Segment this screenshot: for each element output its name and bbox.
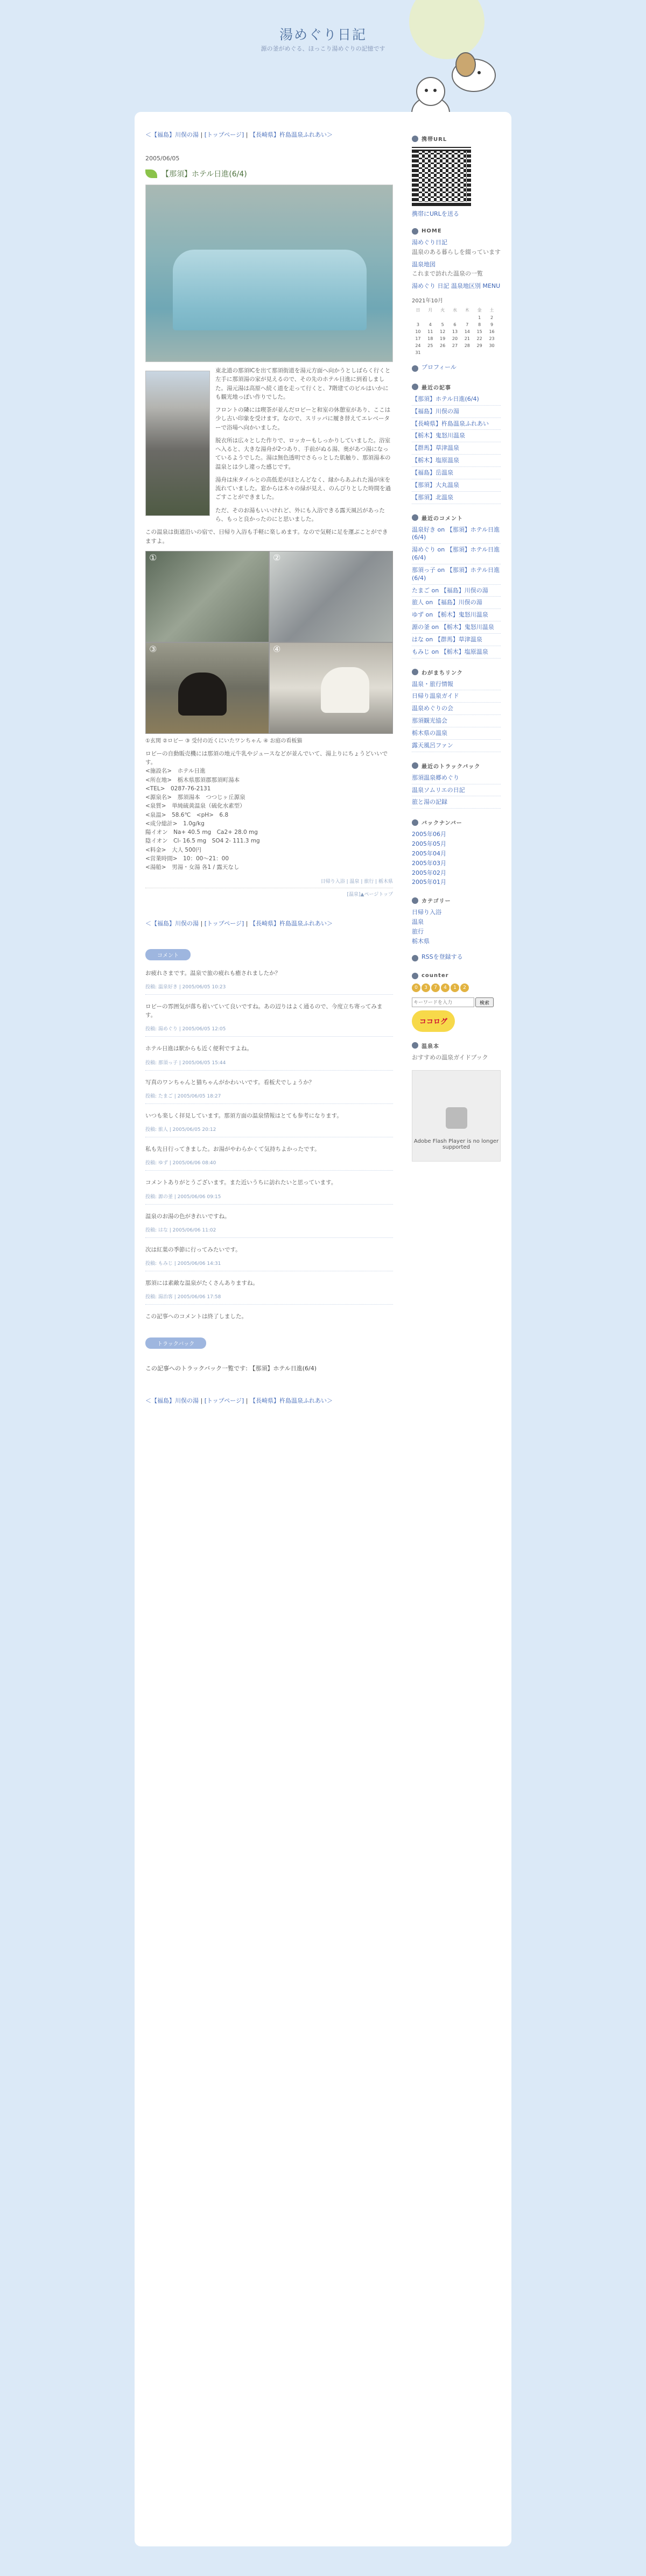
recent-comment-link[interactable]: たまご on 【福島】川俣の湯	[412, 587, 501, 597]
cal-date: 11	[427, 329, 433, 335]
recent-comment-link[interactable]: もみじ on 【栃木】塩原温泉	[412, 648, 501, 659]
prev-entry-link[interactable]: ＜【福島】川俣の湯	[145, 919, 199, 927]
counter-digit: 3	[422, 983, 430, 992]
entry-paragraph: フロントの隣には喫茶が並んだロビーと和室の休憩室があり、ここは少し古い印象を受けます。なので、スリッパに履き替えてエレベーターで浴場へ向かいました。	[215, 407, 391, 431]
bookmarks-heading-text: わがまちリンク	[422, 670, 463, 676]
calendar-title: 2021年10月	[412, 298, 444, 305]
paw-icon	[412, 819, 418, 826]
cal-date: 14	[464, 329, 470, 335]
entry-paragraph: ただ、そのお湯もいいけれど、外にも入浴できる露天風呂があったら、もっと良かったのにと思いました。	[215, 507, 385, 522]
cal-date: 9	[490, 322, 494, 328]
cal-date: 2	[490, 315, 494, 321]
rss-icon	[412, 955, 418, 961]
recent-comment-link[interactable]: はな on 【群馬】草津温泉	[412, 636, 501, 646]
cal-date: 13	[452, 329, 458, 335]
trackback-link[interactable]: 温泉ソムリエの日記	[412, 787, 501, 797]
bookmark-link[interactable]: 温泉めぐりの会	[412, 705, 501, 715]
recent-comment-link[interactable]: 温泉好き on 【那須】ホテル日進(6/4)	[412, 526, 501, 544]
cal-date: 8	[478, 322, 481, 328]
main-column	[145, 128, 393, 1421]
paw-icon	[412, 136, 418, 142]
site-subtitle: 源の釜がめぐる、ほっこり湯めぐりの記憶です	[261, 45, 385, 52]
comment-meta[interactable]: 投稿: たまご | 2005/06/05 18:27	[145, 1090, 393, 1104]
cal-date: 26	[440, 343, 446, 349]
cal-date: 17	[415, 336, 421, 342]
entry-footer[interactable]: 日帰り入浴 | 温泉 | 旅行 | 栃木県	[145, 877, 393, 888]
cal-date: 10	[415, 329, 421, 335]
comments-heading: コメント	[145, 949, 191, 960]
recent-comment-link[interactable]: 旅人 on 【福島】川俣の湯	[412, 599, 501, 609]
recent-entry-link[interactable]: 【那須】ホテル日進(6/4)	[412, 395, 501, 406]
photo-label: ③	[149, 643, 157, 654]
bookmark-link[interactable]: 温泉・旅行情報	[412, 681, 501, 691]
backnumber-link[interactable]: 2005年03月	[412, 859, 446, 867]
site-header	[0, 0, 646, 102]
entry-title	[145, 168, 393, 179]
recent-entry-link[interactable]: 【那須】大丸温泉	[412, 482, 501, 492]
paw-icon	[412, 228, 418, 235]
cal-date: 12	[440, 329, 446, 335]
cal-date	[486, 349, 498, 356]
info-row: <所在地> 栃木県那須郡那須町湯本	[145, 776, 240, 783]
hotel-building-photo[interactable]	[145, 371, 210, 516]
sidebar	[412, 125, 501, 1162]
cal-date: 23	[489, 336, 495, 342]
cal-date: 20	[452, 336, 458, 342]
info-row: <成分総計> 1.0g/kg	[145, 820, 205, 827]
trackback-link[interactable]: 旅と湯の記録	[412, 798, 501, 809]
comment-list	[145, 969, 393, 1321]
flash-placeholder	[412, 1070, 501, 1162]
search-input[interactable]	[412, 997, 474, 1007]
info-row: <料金> 大人 500円	[145, 846, 201, 853]
category-link[interactable]: 旅行	[412, 928, 424, 935]
recent-entry-link[interactable]: 【栃木】鬼怒川温泉	[412, 432, 501, 442]
counter-digit: 0	[412, 983, 420, 992]
books-heading-text: 温泉本	[422, 1043, 439, 1050]
cal-date: 5	[441, 322, 444, 328]
recent-comment-link[interactable]: 那須っ子 on 【那須】ホテル日進(6/4)	[412, 567, 501, 585]
trackback-link[interactable]: 那須温泉郷めぐり	[412, 774, 501, 784]
info-row: 陽イオン Na+ 40.5 mg Ca2+ 28.0 mg	[145, 829, 258, 836]
category-list	[412, 909, 501, 945]
spa-info	[145, 749, 393, 872]
rss-link[interactable]: RSSを登録する	[422, 953, 463, 960]
recent-comment-link[interactable]: ゆず on 【栃木】鬼怒川温泉	[412, 611, 501, 621]
next-entry-link[interactable]: 【長崎県】杵島温泉ふれあい＞	[250, 1397, 333, 1404]
cal-date: 22	[476, 336, 482, 342]
site-title[interactable]: 湯めぐり日記	[279, 27, 367, 43]
category-link[interactable]: 栃木県	[412, 937, 430, 945]
paw-icon	[412, 365, 418, 372]
cal-date: 21	[464, 336, 470, 342]
cal-date: 1	[478, 315, 481, 321]
info-row: ロビーの自動販売機には那須の地元牛乳やジュースなどが並んでいて、湯上りにちょうどいいです。	[145, 750, 388, 766]
comment-body: お疲れさまです。温泉で旅の疲れも癒されましたか？	[145, 969, 281, 976]
counter-heading	[412, 973, 501, 979]
comment-meta[interactable]: 投稿: 湯治客 | 2005/06/06 17:58	[145, 1291, 393, 1305]
counter-digit: 4	[441, 983, 450, 992]
bookmark-link[interactable]: 露天風呂ファン	[412, 742, 501, 752]
profile-link[interactable]: プロフィール	[422, 364, 457, 371]
counter-digit: 2	[460, 983, 469, 992]
info-row: <源泉名> 那須湯本 つつじヶ丘源泉	[145, 794, 245, 801]
cal-date: 15	[476, 329, 482, 335]
cal-date	[437, 349, 449, 356]
recent-comments-heading	[412, 514, 501, 522]
paw-icon	[412, 762, 418, 769]
info-row: <施設名> ホテル日進	[145, 768, 206, 775]
cal-date	[449, 314, 461, 321]
counter-heading-text: counter	[422, 973, 449, 979]
cal-date: 27	[452, 343, 458, 349]
comment-meta[interactable]: 投稿: 湯めぐり | 2005/06/05 12:05	[145, 1023, 393, 1037]
profile-link-row[interactable]	[412, 364, 501, 373]
flash-message: Adobe Flash Player is no longer supported	[413, 1138, 499, 1151]
bookmark-list	[412, 681, 501, 752]
info-row: <泉質> 単純硫黄温泉（硫化水素型）	[145, 803, 245, 810]
recent-entry-link[interactable]: 【栃木】塩原温泉	[412, 457, 501, 467]
comment-body: コメントありがとうございます。また近いうちに訪れたいと思っています。	[145, 1179, 337, 1186]
cal-day-header: 木	[465, 308, 469, 313]
category-heading-text: カテゴリー	[422, 898, 451, 905]
cal-day-header: 月	[428, 308, 433, 313]
info-row: 陰イオン Cl- 16.5 mg SO4 2- 111.3 mg	[145, 838, 260, 845]
search-form	[412, 997, 501, 1007]
photo-entrance[interactable]	[145, 551, 269, 642]
info-row: <湯船> 男湯・女湯 各1 / 露天なし	[145, 864, 240, 871]
recent-comments-heading-text: 最近のコメント	[422, 515, 463, 522]
recent-comment-link[interactable]: 源の釜 on 【栃木】鬼怒川温泉	[412, 624, 501, 634]
trackback-heading: トラックバック	[145, 1337, 206, 1349]
send-url-link[interactable]: 携帯にURLを送る	[412, 210, 459, 217]
backnumber-list	[412, 831, 501, 887]
counter-digit: 7	[431, 983, 440, 992]
cal-day-header: 金	[477, 308, 482, 313]
comment-body: ホテル日進は駅からも近く便利ですよね。	[145, 1045, 252, 1052]
cal-date: 31	[415, 350, 421, 356]
comment-body: 那須には素敵な温泉がたくさんありますね。	[145, 1280, 258, 1287]
home-link[interactable]: 湯めぐり 日記 温泉地区別 MENU	[412, 282, 501, 290]
category-link[interactable]: 温泉	[412, 918, 424, 926]
trackback-message[interactable]: この記事へのトラックバック一覧です: 【那須】ホテル日進(6/4)	[145, 1364, 317, 1372]
cal-day-header: 火	[440, 308, 445, 313]
comment-body: 写真のワンちゃんと猫ちゃんがかわいいです。看板犬でしょうか？	[145, 1079, 315, 1086]
books-heading	[412, 1042, 501, 1050]
search-button[interactable]: 検索	[475, 997, 494, 1007]
home-link-note: これまで訪れた温泉の一覧	[412, 270, 483, 278]
paw-icon	[412, 669, 418, 675]
cal-date: 7	[466, 322, 469, 328]
qr-code	[412, 147, 471, 206]
entry-paragraph: 脱衣所は広々とした作りで、ロッカーもしっかりしていました。浴室へ入ると、大きな湯舟が2つあり、手前がぬる湯、奥があつ湯になっているようでした。湯は無色透明でさらっとした肌触り、那須湯本の温泉とは少し違った感じです。	[215, 437, 391, 470]
cal-date	[437, 314, 449, 321]
info-row: <泉温> 58.6℃ <pH> 6.8	[145, 811, 229, 818]
content-card	[135, 112, 511, 2546]
cal-day-header: 土	[489, 308, 494, 313]
rss-row[interactable]	[412, 953, 501, 963]
recent-entry-link[interactable]: 【那須】北温泉	[412, 494, 501, 504]
cal-date: 28	[464, 343, 470, 349]
bookmark-link[interactable]: 那須観光協会	[412, 717, 501, 727]
comment-meta[interactable]: 投稿: 源の釜 | 2005/06/06 09:15	[145, 1191, 393, 1205]
backnumber-heading	[412, 818, 501, 826]
comment-body: 温泉のお湯の色がきれいですね。	[145, 1213, 230, 1220]
entry-title-text[interactable]: 【那須】ホテル日進(6/4)	[162, 170, 247, 179]
cal-date	[449, 349, 461, 356]
entry-paragraph: この温泉は街道沿いの宿で、日帰り入浴も手軽に楽しめます。なので気軽に足を運ぶことができますよ。	[145, 529, 388, 544]
recent-entries-heading	[412, 383, 501, 391]
comment-meta[interactable]: 投稿: 那須っ子 | 2005/06/05 15:44	[145, 1057, 393, 1071]
trackback-list	[412, 774, 501, 809]
cal-date: 25	[427, 343, 433, 349]
home-heading-text: HOME	[422, 228, 442, 235]
counter-digit: 1	[451, 983, 459, 992]
paw-icon	[412, 897, 418, 904]
recent-comments-list	[412, 526, 501, 659]
cal-date	[424, 349, 437, 356]
cal-date	[461, 349, 473, 356]
recent-entry-link[interactable]: 【群馬】草津温泉	[412, 444, 501, 455]
recent-entries-list	[412, 395, 501, 504]
backnumber-link[interactable]: 2005年02月	[412, 869, 446, 876]
leaf-icon	[145, 169, 157, 178]
backnumber-link[interactable]: 2005年05月	[412, 840, 446, 848]
trackbacks-heading-text: 最近のトラックバック	[422, 763, 481, 770]
qr-heading-text: 携帯URL	[422, 137, 447, 143]
bookmark-link[interactable]: 日帰り温泉ガイド	[412, 692, 501, 703]
recent-comment-link[interactable]: 湯めぐり on 【那須】ホテル日進(6/4)	[412, 546, 501, 564]
cal-day-header: 水	[452, 308, 457, 313]
entry-body	[145, 366, 393, 546]
photo-label: ④	[273, 643, 281, 654]
comment-meta[interactable]: 投稿: はな | 2005/06/06 11:02	[145, 1224, 393, 1238]
photo-label: ②	[273, 552, 281, 563]
category-heading	[412, 896, 501, 904]
recent-entries-heading-text: 最近の記事	[422, 385, 451, 391]
cal-date: 3	[416, 322, 419, 328]
cal-date: 18	[427, 336, 433, 342]
books-note: おすすめの温泉ガイドブック	[412, 1053, 488, 1061]
cal-date	[461, 314, 473, 321]
comment-meta[interactable]: 投稿: 旅人 | 2005/06/05 20:12	[145, 1123, 393, 1137]
paw-icon	[412, 973, 418, 979]
cal-day-header: 日	[416, 308, 420, 313]
home-heading	[412, 228, 501, 235]
entry-date: 2005/06/05	[145, 155, 180, 162]
cal-date: 4	[429, 322, 432, 328]
next-entry-link[interactable]: 【長崎県】杵島温泉ふれあい＞	[250, 131, 333, 138]
calendar	[412, 306, 498, 356]
home-link[interactable]: 湯めぐり日記	[412, 238, 447, 246]
top-page-link[interactable]: [トップページ]	[204, 919, 244, 927]
photo-dog[interactable]	[145, 642, 269, 734]
photo-dog-white[interactable]	[269, 642, 393, 734]
bookmark-link[interactable]: 栃木県の温泉	[412, 730, 501, 740]
top-page-link[interactable]: [トップページ]	[204, 131, 244, 138]
cal-date	[412, 314, 424, 321]
trackbacks-heading	[412, 762, 501, 770]
category-link[interactable]: 日帰り入浴	[412, 909, 441, 916]
cal-date	[473, 349, 486, 356]
entry-nav-end: ＜【福島】川俣の湯 | [トップページ] | 【長崎県】杵島温泉ふれあい＞	[145, 1397, 333, 1404]
photo-label: ①	[149, 552, 157, 563]
comment-closed-note: この記事へのコメントは終了しました。	[145, 1313, 247, 1320]
info-row: <TEL> 0287-76-2131	[145, 785, 211, 792]
qr-heading	[412, 135, 501, 143]
access-counter	[412, 983, 501, 992]
cal-date: 29	[476, 343, 482, 349]
entry-paragraph: 湯舟は床タイルとの高低差がほとんどなく、縁からあふれた湯が床を流れていました。窓からは木々の緑が見え、のんびりとした時間を過ごすことができました。	[215, 476, 391, 501]
prev-entry-link[interactable]: ＜【福島】川俣の湯	[145, 131, 199, 138]
bookmarks-heading	[412, 668, 501, 676]
backnumber-link[interactable]: 2005年06月	[412, 831, 446, 838]
comment-meta[interactable]: 投稿: もみじ | 2005/06/06 14:31	[145, 1257, 393, 1271]
prev-entry-link[interactable]: ＜【福島】川俣の湯	[145, 1397, 199, 1404]
home-link[interactable]: 温泉地図	[412, 260, 436, 268]
cal-date: 30	[489, 343, 495, 349]
cal-date: 6	[453, 322, 457, 328]
photo-grid	[145, 551, 393, 734]
comment-meta[interactable]: 投稿: ゆず | 2005/06/06 08:40	[145, 1157, 393, 1171]
backnumber-link[interactable]: 2005年04月	[412, 850, 446, 857]
top-page-link[interactable]: [トップページ]	[204, 1397, 244, 1404]
backnumber-heading-text: バックナンバー	[422, 820, 462, 827]
recent-entry-link[interactable]: 【福島】岳温泉	[412, 469, 501, 479]
bath-photo[interactable]	[145, 185, 393, 362]
next-entry-link[interactable]: 【長崎県】杵島温泉ふれあい＞	[250, 919, 333, 927]
backnumber-link[interactable]: 2005年01月	[412, 879, 446, 886]
comment-meta[interactable]: 投稿: 温泉好き | 2005/06/05 10:23	[145, 981, 393, 995]
puzzle-icon	[446, 1107, 467, 1129]
comment-body: 次は紅葉の季節に行ってみたいです。	[145, 1246, 241, 1253]
cocolog-badge[interactable]: ココログ	[412, 1010, 455, 1032]
paw-icon	[412, 384, 418, 390]
paw-icon	[412, 1042, 418, 1049]
page-top-link[interactable]: [温泉]▲ページトップ	[347, 891, 393, 897]
recent-entry-link[interactable]: 【長崎県】杵島温泉ふれあい	[412, 420, 501, 430]
comment-body: ロビーの雰囲気が落ち着いていて良いですね。あの辺りはよく通るので、今度立ち寄ってみます。	[145, 1003, 383, 1019]
recent-entry-link[interactable]: 【福島】川俣の湯	[412, 408, 501, 418]
info-row: <営業時間> 10：00～21：00	[145, 855, 229, 862]
cal-date: 24	[415, 343, 421, 349]
comment-body: いつも楽しく拝見しています。那須方面の温泉情報はとても参考になります。	[145, 1112, 342, 1119]
photo-caption: ①玄関 ②ロビー ③ 受付の近くにいたワンちゃん ④ お庭の看板猫	[145, 738, 303, 744]
paw-icon	[412, 514, 418, 521]
cal-date	[424, 314, 437, 321]
cal-date: 16	[489, 329, 495, 335]
photo-lobby[interactable]	[269, 551, 393, 642]
entry-nav-top: ＜【福島】川俣の湯 | [トップページ] | 【長崎県】杵島温泉ふれあい＞	[145, 131, 333, 138]
cal-date: 19	[440, 336, 446, 342]
entry-paragraph: 東北道の那須ICを出て那須街道を湯元方面へ向かうとしばらく行くと左手に那須湯の家が見えるので、その先のホテル日進に到着しました。湯元湯は高原へ続く道を走って行くと、7階建てのビルはいかにも観光地っぽい作りでした。	[215, 367, 391, 400]
home-link-note: 温泉のある暮らしを綴っています	[412, 248, 501, 256]
comment-body: 私も先日行ってきました。お湯がやわらかくて気持ちよかったです。	[145, 1146, 320, 1153]
entry-nav-bottom: ＜【福島】川俣の湯 | [トップページ] | 【長崎県】杵島温泉ふれあい＞	[145, 919, 333, 927]
